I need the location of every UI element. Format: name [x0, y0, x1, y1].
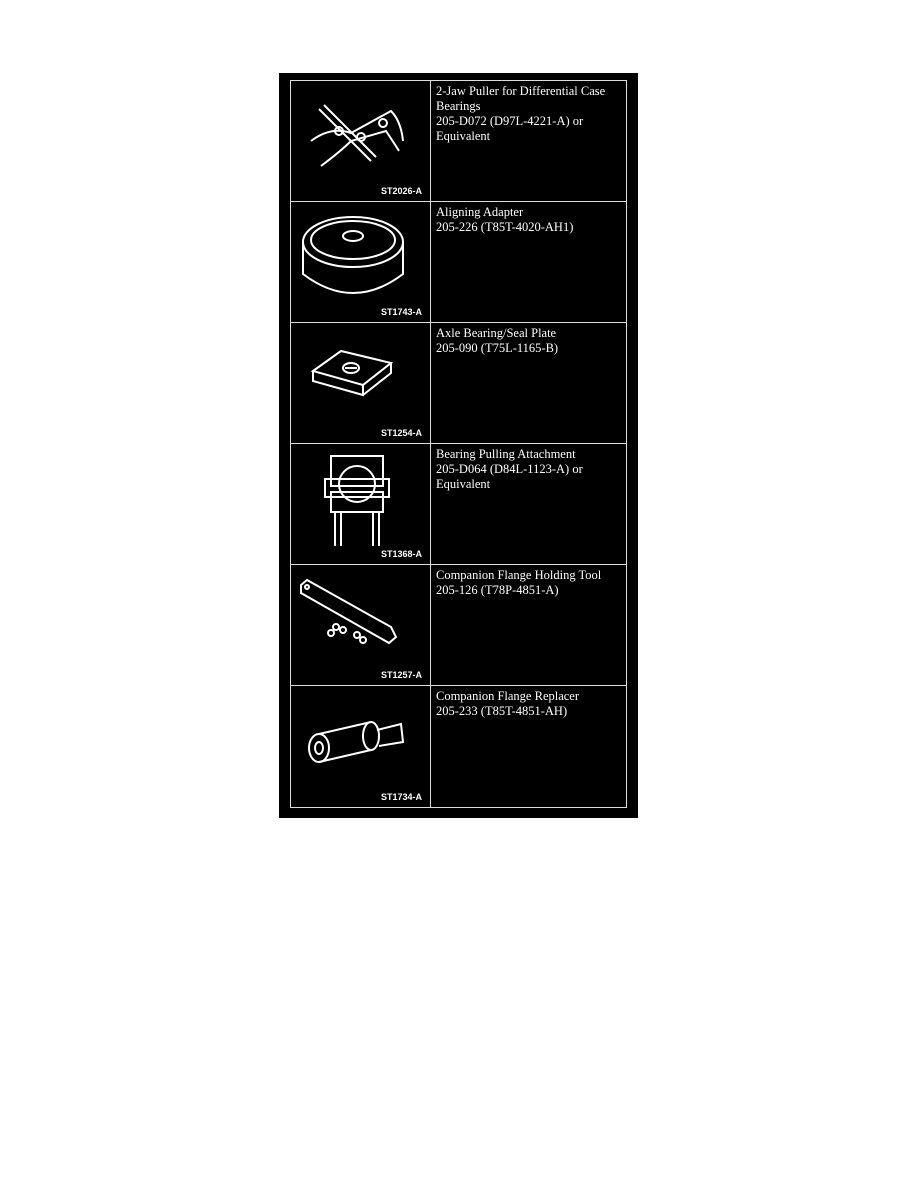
aligning-adapter-icon — [291, 202, 431, 323]
tool-description — [431, 81, 626, 201]
tool-row — [291, 686, 626, 807]
figure-code: ST1743-A — [380, 307, 422, 317]
tool-row — [291, 565, 626, 686]
tool-illustration — [291, 565, 431, 685]
tool-number: 205-233 (T85T-4851-AH) — [436, 704, 568, 718]
tool-illustration — [291, 323, 431, 443]
tool-description — [431, 202, 626, 322]
bearing-pulling-attachment-icon — [291, 444, 431, 565]
tool-number: 205-D072 (D97L-4221-A) or — [436, 114, 584, 128]
tool-number: 205-D064 (D84L-1123-A) or — [436, 462, 583, 476]
tool-description — [431, 444, 626, 564]
tool-name: Bearing Pulling Attachment — [436, 447, 576, 461]
tool-illustration — [291, 444, 431, 564]
figure-code: ST1368-A — [380, 549, 422, 559]
two-jaw-puller-icon — [291, 81, 431, 202]
tool-name: Bearings — [436, 99, 481, 113]
tool-name: Aligning Adapter — [436, 205, 524, 219]
tool-number: 205-226 (T85T-4020-AH1) — [436, 220, 574, 234]
tool-name: Axle Bearing/Seal Plate — [436, 326, 557, 340]
seal-plate-icon — [291, 323, 431, 444]
tool-description — [431, 323, 626, 443]
special-tools-table — [279, 73, 638, 818]
tool-row — [291, 81, 626, 202]
tool-row — [291, 202, 626, 323]
tool-description — [431, 565, 626, 685]
tool-number: Equivalent — [436, 129, 491, 143]
tool-illustration — [291, 686, 431, 807]
figure-code: ST1257-A — [380, 670, 422, 680]
tool-name: 2-Jaw Puller for Differential Case — [436, 84, 606, 98]
tool-row — [291, 323, 626, 444]
tool-number: 205-090 (T75L-1165-B) — [436, 341, 559, 355]
tool-illustration — [291, 81, 431, 201]
tool-name: Companion Flange Holding Tool — [436, 568, 602, 582]
tool-number: Equivalent — [436, 477, 491, 491]
tool-illustration — [291, 202, 431, 322]
figure-code: ST2026-A — [380, 186, 422, 196]
tool-row — [291, 444, 626, 565]
figure-code: ST1734-A — [380, 792, 422, 802]
figure-code: ST1254-A — [380, 428, 422, 438]
flange-replacer-icon — [291, 686, 431, 807]
tool-name: Companion Flange Replacer — [436, 689, 580, 703]
tool-description — [431, 686, 626, 807]
flange-holding-tool-icon — [291, 565, 431, 686]
tool-number: 205-126 (T78P-4851-A) — [436, 583, 559, 597]
